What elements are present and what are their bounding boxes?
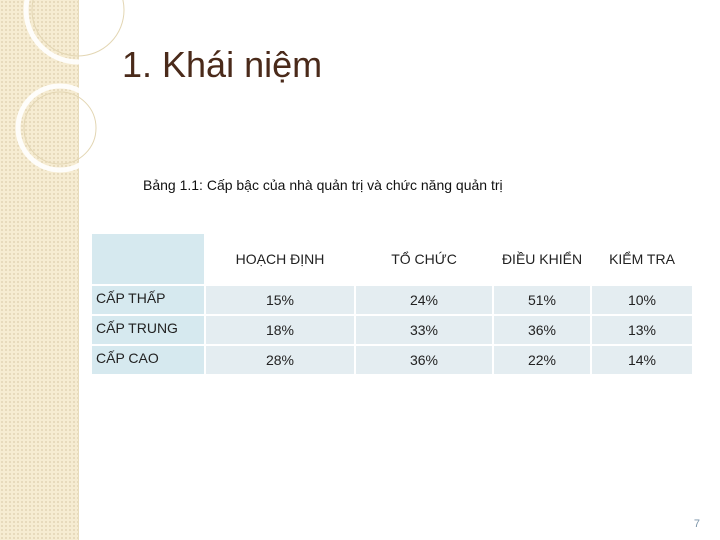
- table-header-row: [92, 234, 692, 284]
- table-caption: Bảng 1.1: Cấp bậc của nhà quản trị và chức năng quản trị: [143, 177, 503, 193]
- table-cell: 10%: [592, 286, 692, 314]
- column-header: KIỂM TRA: [592, 234, 692, 284]
- table-cell: 13%: [592, 316, 692, 344]
- table-cell: 24%: [356, 286, 492, 314]
- header-corner-cell: [92, 234, 204, 284]
- table-cell: 18%: [206, 316, 354, 344]
- table-cell: 14%: [592, 346, 692, 374]
- table-cell: 51%: [494, 286, 590, 314]
- slide-number: 7: [693, 518, 700, 530]
- table-cell: 36%: [356, 346, 492, 374]
- table-cell: 22%: [494, 346, 590, 374]
- row-label: CẤP TRUNG: [92, 316, 204, 344]
- table-row: [92, 346, 692, 374]
- column-header: TỔ CHỨC: [356, 234, 492, 284]
- table-row: [92, 286, 692, 314]
- management-functions-table: [90, 232, 694, 376]
- column-header: ĐIỀU KHIỂN: [494, 234, 590, 284]
- table-row: [92, 316, 692, 344]
- table-cell: 36%: [494, 316, 590, 344]
- row-label: CẤP CAO: [92, 346, 204, 374]
- slide-title: 1. Khái niệm: [122, 44, 323, 85]
- row-label: CẤP THẤP: [92, 286, 204, 314]
- column-header: HOẠCH ĐỊNH: [206, 234, 354, 284]
- table-cell: 28%: [206, 346, 354, 374]
- decorative-circles: [0, 0, 160, 200]
- table-cell: 15%: [206, 286, 354, 314]
- table-cell: 33%: [356, 316, 492, 344]
